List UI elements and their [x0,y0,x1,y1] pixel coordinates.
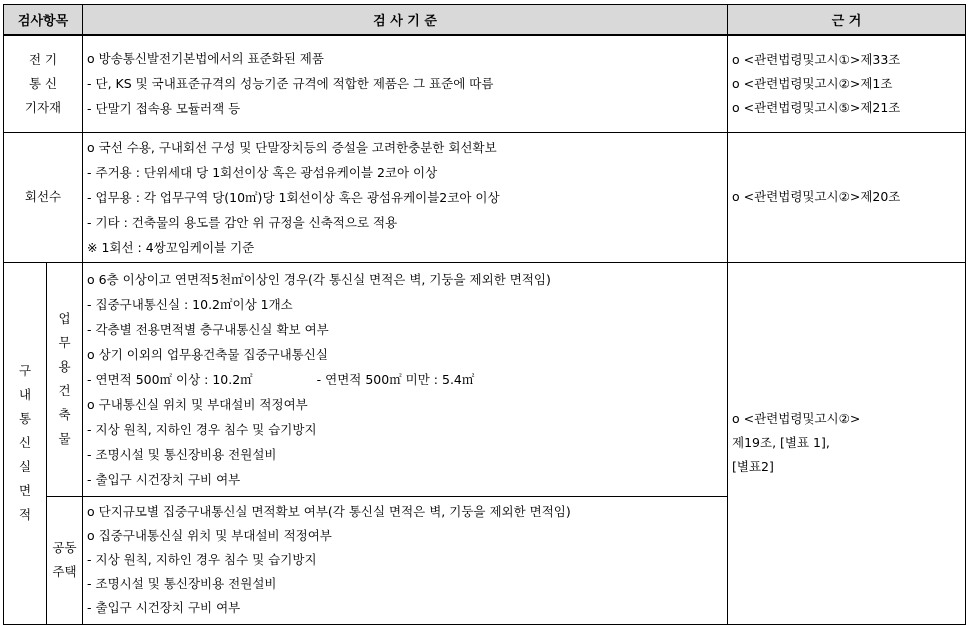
header-basis: 근 거 [728,5,966,36]
header-inspection-standard: 검 사 기 준 [83,5,728,36]
category-char: 적 [18,507,32,522]
category-char: 신 [18,435,32,450]
subcategory-char: 무 [58,335,71,350]
subcategory-char: 용 [58,359,71,374]
category-line: 전 기 [28,51,58,67]
table-header-row [4,5,966,36]
category-line: 기자재 [24,99,62,115]
criteria-line: - 주거용 : 단위세대 당 1회선이상 혹은 광섬유케이블 2코아 이상 [87,164,438,180]
subcategory-char: 업 [58,311,71,326]
criteria-line: ※ 1회선 : 4쌍꼬임케이블 기준 [87,239,255,255]
basis-line: o <관련법령및고시①>제33조 [732,51,901,67]
criteria-line: - 조명시설 및 통신장비용 전원설비 [87,576,277,591]
subcategory-char: 건 [58,383,71,398]
criteria-line: - 조명시설 및 통신장비용 전원설비 [87,446,277,462]
basis-line: o <관련법령및고시②> [732,411,861,426]
subcategory-cell [47,262,83,496]
criteria-line: - 지상 원칙, 지하인 경우 침수 및 습기방지 [87,552,317,567]
subcategory-line: 공동 [52,540,77,555]
criteria-line: - 기타 : 건축물의 용도를 감안 위 규정을 신축적으로 적용 [87,214,398,230]
criteria-line: o 국선 수용, 구내회선 구성 및 단말장치등의 증설을 고려한충분한 회선확보 [87,139,497,155]
criteria-line-area [87,367,723,392]
category-cell-vertical [4,262,47,624]
table-row [4,262,966,496]
category-char: 구 [18,363,32,378]
criteria-cell [83,35,728,132]
criteria-line: - 출입구 시건장치 구비 여부 [87,600,241,615]
category-cell: 회선수 [4,132,83,262]
category-char: 내 [18,387,32,402]
criteria-line: o 집중구내통신실 위치 및 부대설비 적정여부 [87,528,332,543]
criteria-cell [83,262,728,496]
basis-line: 제19조, [별표 1], [732,435,830,450]
criteria-line: - 지상 원칙, 지하인 경우 침수 및 습기방지 [87,421,317,437]
basis-cell [728,35,966,132]
criteria-line: o 상기 이외의 업무용건축물 집중구내통신실 [87,346,328,362]
criteria-cell [83,132,728,262]
criteria-line: o 단지규모별 집중구내통신실 면적확보 여부(각 통신실 면적은 벽, 기둥을 제외한 면적임) [87,504,571,519]
area-over-500: - 연면적 500㎡ 이상 : 10.2㎡ [87,371,253,387]
criteria-line: o 6층 이상이고 연면적5천㎡이상인 경우(각 통신실 면적은 벽, 기둥을 제외한 면적임) [87,271,551,287]
criteria-line: - 업무용 : 각 업무구역 당(10㎡)당 1회선이상 혹은 광섬유케이블2코아 이상 [87,189,500,205]
criteria-cell [83,496,728,624]
category-char: 통 [18,411,32,426]
criteria-line: - 출입구 시건장치 구비 여부 [87,471,241,487]
basis-line: o <관련법령및고시②>제20조 [732,189,901,204]
basis-line: [별표2] [732,459,774,474]
basis-line: o <관련법령및고시⑤>제21조 [732,99,901,115]
category-line: 통 신 [28,75,58,91]
criteria-line: o 방송통신발전기본법에서의 표준화된 제품 [87,51,324,67]
header-inspection-item: 검사항목 [4,5,83,36]
subcategory-line: 주택 [52,564,77,579]
category-cell [4,35,83,132]
criteria-line: - 각층별 전용면적별 층구내통신실 확보 여부 [87,321,329,337]
basis-line: o <관련법령및고시②>제1조 [732,75,893,91]
table-row [4,35,966,132]
criteria-line: - 집중구내통신실 : 10.2㎡이상 1개소 [87,296,293,312]
inspection-criteria-table [3,4,966,625]
category-char: 면 [18,483,32,498]
subcategory-char: 물 [58,431,71,446]
area-under-500: - 연면적 500㎡ 미만 : 5.4㎡ [316,371,475,387]
criteria-line: o 구내통신실 위치 및 부대설비 적정여부 [87,396,308,412]
category-char: 실 [18,459,32,474]
basis-cell [728,132,966,262]
table-row [4,132,966,262]
criteria-line: - 단, KS 및 국내표준규격의 성능기준 규격에 적합한 제품은 그 표준에 따름 [87,76,494,92]
subcategory-char: 축 [58,407,71,422]
basis-cell [728,262,966,624]
criteria-line: - 단말기 접속용 모듈러잭 등 [87,101,241,117]
subcategory-cell [47,496,83,624]
